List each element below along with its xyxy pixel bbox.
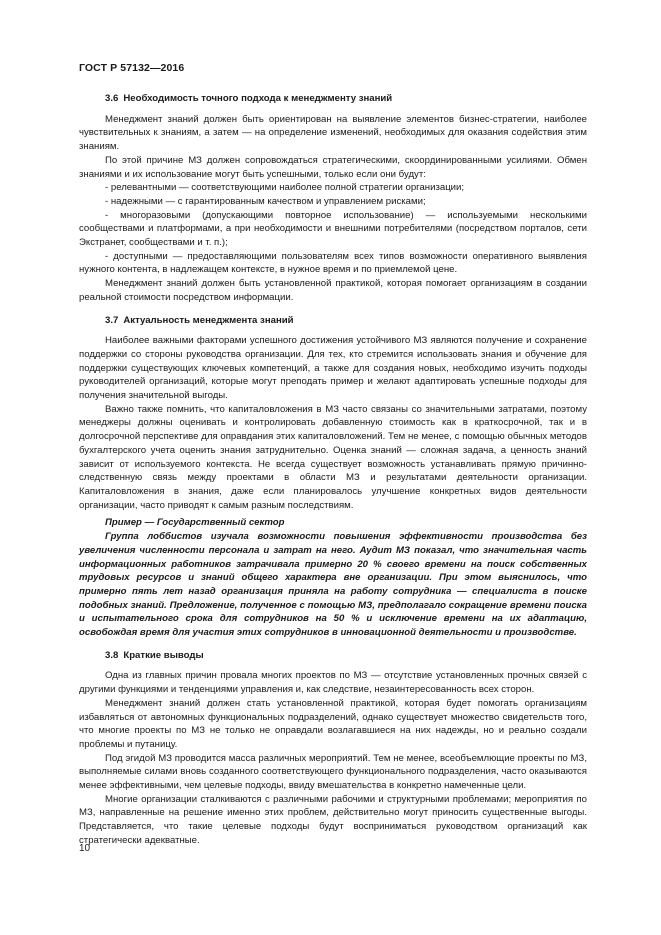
document-body <box>79 92 587 848</box>
section-heading-3-7 <box>79 314 587 328</box>
paragraph: Наиболее важными факторами успешного достижения устойчивого МЗ являются получение и сохранение поддержки со стороны руководства организации. Для тех, кто стремится использовать знания и обучение для поддержки существующих ключевых компетенций, а также для создания новых, необходимо изучить подходы руководителей организаций, которые могут преподать пример и желают адаптировать успешные подходы для получения значительной выгоды. <box>79 335 587 402</box>
paragraph: Под эгидой МЗ проводится масса различных мероприятий. Тем не менее, всеобъемлющие проекты по МЗ, выполняемые силами вновь созданного соответствующего функционального подразделения, часто оказываются менее эффективными, чем целевые подходы, ввиду вмешательства в конкретно намеченные цели. <box>79 752 587 792</box>
section-heading-3-6 <box>79 92 587 106</box>
page-number: 10 <box>79 843 91 854</box>
section-title: Краткие выводы <box>123 649 204 661</box>
section-heading-3-8 <box>79 649 587 663</box>
paragraph: По этой причине МЗ должен сопровождаться стратегическими, скоординированными усилиями. Обмен знаниями и их использование могут быть успешными, только если они будут: <box>79 154 587 180</box>
section-number: 3.7 <box>105 314 119 326</box>
section-title: Необходимость точного подхода к менеджменту знаний <box>123 93 393 104</box>
list-item: - надежными — с гарантированным качеством и управлением рисками; <box>105 195 426 207</box>
list-item: - многоразовыми (допускающими повторное использование) — используемыми несколькими сообществами и платформами, а при необходимости и внешними потребителями (посредством порталов, сети Экстранет, сообществами и т. п.); <box>79 209 587 249</box>
paragraph: Менеджмент знаний должен быть ориентирован на выявление элементов бизнес-стратегии, наиболее чувствительных к знаниям, а затем — на определение изменений, необходимых для оказания содействия этим знаниям. <box>79 113 587 153</box>
paragraph: Одна из главных причин провала многих проектов по МЗ — отсутствие установленных прочных связей с другими функциями и тенденциями управления и, как следствие, незаинтересованность всех сторон. <box>79 670 587 696</box>
section-number: 3.6 <box>105 93 119 104</box>
section-title: Актуальность менеджмента знаний <box>123 314 294 326</box>
list-item: - доступными — предоставляющими пользователям всех типов возможности оперативного выявления нужного контента, в надлежащем контексте, в нужное время и по приемлемой цене. <box>79 250 587 276</box>
paragraph: Важно также помнить, что капиталовложения в МЗ часто связаны со значительными затратами, поэтому менеджеры должны оценивать и контролировать добавленную стоимость как в краткосрочной, так и в долгосрочной перспективе для оправдания этих капиталовложений. Тем не менее, с помощью обычных методов бухгалтерского учета оценить знания затруднительно. Оценка знаний — сложная задача, а ценность знаний зависит от используемого контекста. Не всегда существует возможность устанавливать прямую причинно-следственную связь между проектами в области МЗ и результатами деятельности организации. Капиталовложения в знания, даже если планировалось улучшение конкретных видов деятельности организации, часто приводят к самым разным последствиям. <box>79 403 587 511</box>
paragraph: Многие организации сталкиваются с различными рабочими и структурными проблемами; мероприятия по МЗ, направленные на решение именно этих проблем, действительно могут приносить существенные выгоды. Представляется, что такие целевые подходы будут восприниматься руководством организаций как стратегически адекватные. <box>79 793 587 846</box>
example-title: Пример — Государственный сектор <box>105 517 285 529</box>
section-number: 3.8 <box>105 649 119 661</box>
standard-header: ГОСТ Р 57132—2016 <box>79 62 185 74</box>
example-text: Группа лоббистов изучала возможности повышения эффективности производства без увеличения численности персонала и затрат на него. Аудит МЗ показал, что значительная часть информационных работников затрачивала примерно 20 % своего времени на поиск собственных трудовых ресурсов и знаний общего характера вне организации. При этом выяснилось, что примерно пять лет назад организация приняла на работу сотрудника — специалиста в поиске подобных знаний. Предложение, полученное с помощью МЗ, предполагало сокращение времени поиска и испытательного срока для сотрудников на 50 % и исключение времени на их адаптацию, освобождая время для участия этих сотрудников в инновационной деятельности и производстве. <box>79 531 587 639</box>
list-item: - релевантными — соответствующими наиболее полной стратегии организации; <box>105 182 465 194</box>
paragraph: Менеджмент знаний должен стать установленной практикой, которая будет помогать организациям избавляться от автономных функциональных подразделений, однако существует множество свидетельств того, что многие проекты по МЗ не только не оправдали возлагавшиеся на них надежды, но и реально создали проблемы и путаницу. <box>79 697 587 750</box>
paragraph: Менеджмент знаний должен быть установленной практикой, которая помогает организациям в создании реальной стоимости посредством информации. <box>79 278 587 303</box>
